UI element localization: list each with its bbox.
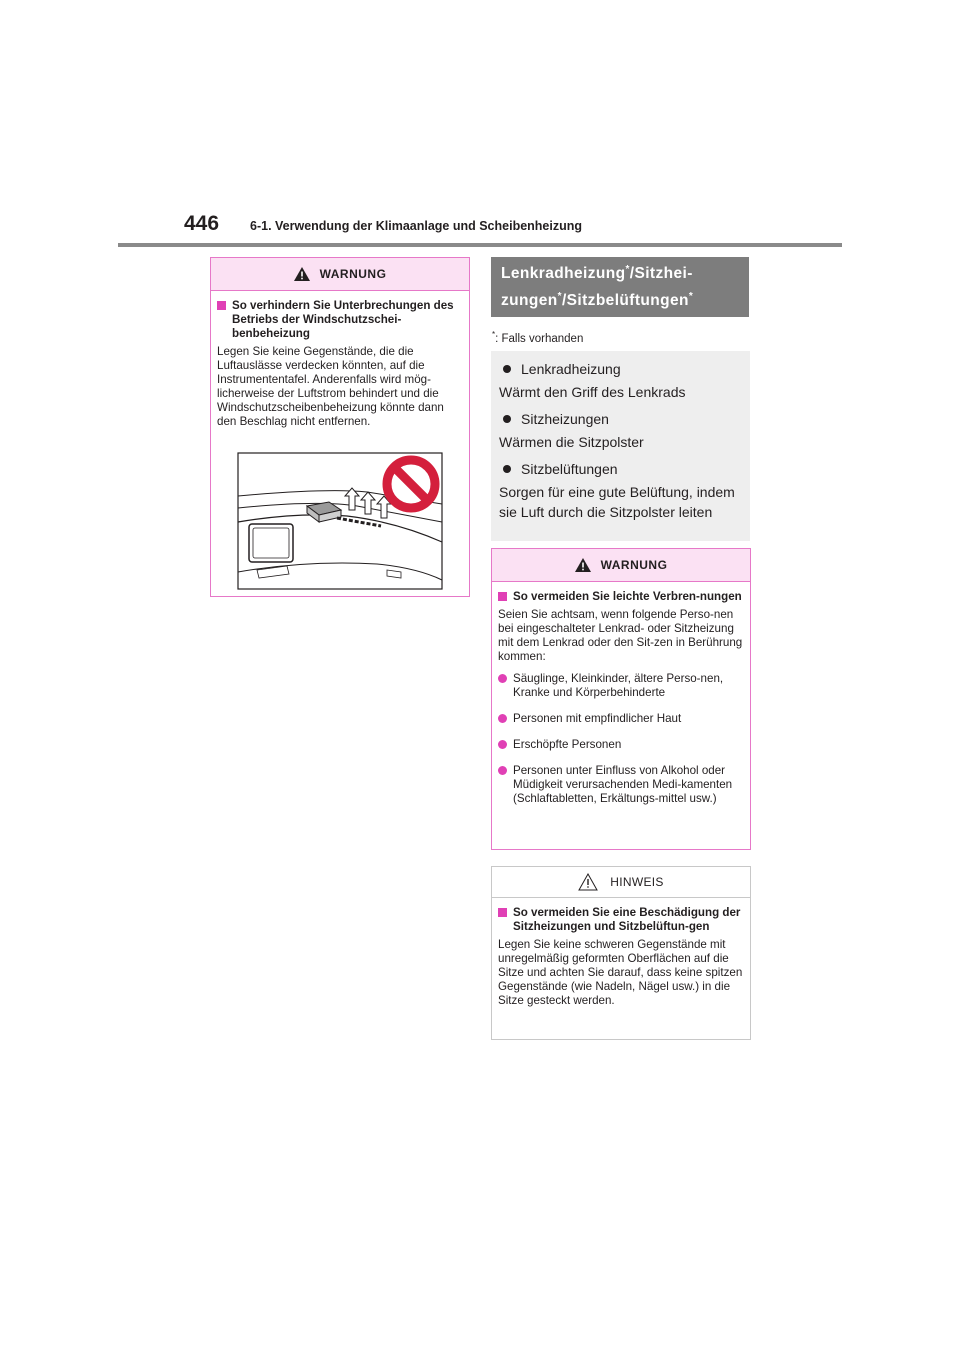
warning-subheading: So verhindern Sie Unterbrechungen des Betriebs der Windschutzschei-benbeheizung — [217, 299, 463, 341]
notice-text: Legen Sie keine schweren Gegenstände mit unregelmäßig geformten Oberflächen auf die Sitze und achten Sie darauf, dass keine spitzen Gegenstände (wie Nadeln, Nägel usw.) in die Sitze gesteckt werden. — [498, 938, 743, 1007]
feature-description: Wärmt den Griff des Lenkrads — [499, 384, 686, 400]
warning-box-windshield — [210, 257, 470, 597]
notice-header — [492, 867, 750, 898]
chapter-title: 6-1. Verwendung der Klimaanlage und Scheibenheizung — [250, 219, 583, 233]
caution-triangle-icon — [578, 873, 598, 891]
warning-text: Legen Sie keine Gegenstände, die die Luftauslässe verdecken könnten, auf die Instrumententafel. Anderenfalls wird mög-licherweise der Luftstrom behindert und die Windschutzscheibenbeheizung könnte dann den Beschlag nicht entfernen. — [217, 345, 444, 428]
features-panel — [491, 351, 750, 541]
square-bullet-icon — [217, 301, 226, 310]
header-rule — [118, 243, 842, 247]
list-item: Personen mit empfindlicher Haut — [498, 712, 744, 726]
bullet-dot-icon — [498, 674, 507, 683]
square-bullet-icon — [498, 908, 507, 917]
warning-triangle-icon — [294, 267, 310, 281]
warning-label: WARNUNG — [319, 267, 387, 281]
warning-label: WARNUNG — [600, 558, 668, 572]
list-item: Erschöpfte Personen — [498, 738, 744, 752]
warning-box-burns — [491, 548, 751, 850]
bullet-dot-icon — [498, 740, 507, 749]
feature-item: Lenkradheizung — [499, 358, 742, 380]
section-title-line-1: Lenkradheizung*/Sitzhei- — [501, 263, 693, 282]
bullet-dot-icon — [498, 766, 507, 775]
section-title-bar — [491, 257, 749, 317]
notice-label: HINWEIS — [610, 875, 664, 889]
notice-box — [491, 866, 751, 1040]
warning-header — [211, 258, 469, 291]
warning-triangle-icon — [575, 558, 591, 572]
warning-header — [492, 549, 750, 582]
list-item: Säuglinge, Kleinkinder, ältere Perso-nen, Kranke und Körperbehinderte — [498, 672, 744, 700]
section-title-line-2: zungen*/Sitzbelüftungen* — [501, 290, 694, 309]
dashboard-prohibited-illustration — [237, 452, 443, 590]
warning-text: Seien Sie achtsam, wenn folgende Perso-nen bei eingeschalteter Lenkrad- oder Sitzheizung mit dem Lenkrad oder den Sit-zen in Berührung kommen: — [498, 608, 743, 663]
feature-item: Sitzbelüftungen — [499, 458, 742, 480]
feature-description: Wärmen die Sitzpolster — [499, 434, 644, 450]
feature-item: Sitzheizungen — [499, 408, 742, 430]
bullet-dot-icon — [503, 415, 511, 423]
page-number: 446 — [184, 212, 220, 235]
square-bullet-icon — [498, 592, 507, 601]
bullet-dot-icon — [503, 365, 511, 373]
list-item: Personen unter Einfluss von Alkohol oder Müdigkeit verursachenden Medi-kamenten (Schlaftabletten, Erkältungs-mittel usw.) — [498, 764, 744, 806]
warning-subheading: So vermeiden Sie leichte Verbren-nungen — [498, 590, 744, 604]
bullet-dot-icon — [498, 714, 507, 723]
footnote: *: Falls vorhanden — [492, 330, 584, 345]
feature-description: Sorgen für eine gute Belüftung, indem sie Luft durch die Sitzpolster leiten — [499, 484, 735, 520]
bullet-dot-icon — [503, 465, 511, 473]
notice-subheading: So vermeiden Sie eine Beschädigung der Sitzheizungen und Sitzbelüftun-gen — [498, 906, 744, 934]
